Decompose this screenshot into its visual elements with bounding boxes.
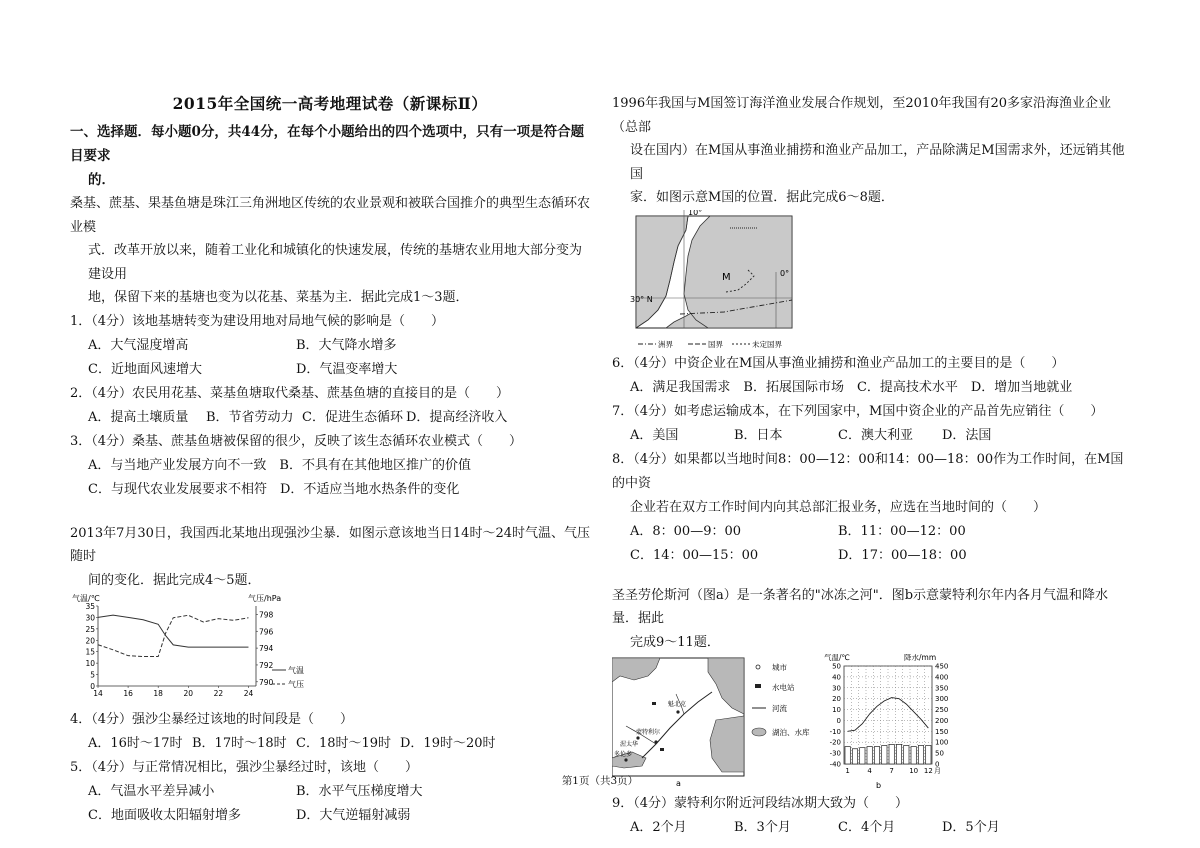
precip-bar (926, 745, 931, 764)
question-8-stem-cont: 企业若在双方工作时间内向其总部汇报业务，应选在当地时间的（ ） (630, 499, 1047, 515)
x-tick-label: 18 (153, 689, 163, 698)
latitude-label: 30° N (630, 294, 653, 304)
option-d[interactable]: D．19时～20时 (400, 736, 496, 751)
zero-meridian-label: 0° (780, 268, 790, 278)
chart-series (98, 615, 248, 656)
climate-x-tick: 1 (845, 767, 850, 775)
climate-right-tick: 200 (935, 716, 949, 725)
passage-3-line-3: 家．如图示意M国的位置．据此完成6～8题． (630, 190, 894, 205)
option-a[interactable]: A．2个月 (630, 820, 687, 835)
precip-bar (860, 748, 865, 764)
option-a[interactable]: A．美国 (630, 427, 679, 443)
right-tick-label: 792 (259, 660, 274, 670)
precip-bar (889, 744, 894, 764)
legend-hydro-label: 水电站 (772, 683, 795, 692)
left-column (70, 92, 590, 828)
precip-bar (918, 745, 923, 764)
option-a[interactable]: A．气温水平差异减小 (88, 784, 215, 799)
option-b[interactable]: B．17时～18时 (192, 736, 287, 751)
left-tick-label: 20 (85, 636, 95, 646)
option-a[interactable]: A．8：00—9：00 (630, 523, 742, 539)
option-b[interactable]: B．3个月 (734, 820, 791, 835)
climate-left-axis-title: 气温/℃ (824, 654, 850, 662)
passage-1-line-2: 式．改革开放以来，随着工业化和城镇化的快速发展，传统的基塘农业用地大部分变为建设用 (88, 243, 583, 282)
question-1-stem: 1．（4分）该地基塘转变为建设用地对局地气候的影响是（ ） (70, 313, 445, 329)
x-tick-labels (93, 686, 253, 698)
legend-river-label: 河流 (772, 704, 787, 713)
option-d[interactable]: D．气温变率增大 (296, 361, 398, 377)
right-tick-label: 794 (259, 644, 274, 654)
climate-right-axis-title: 降水/mm (904, 654, 937, 662)
legend-temp-label: 气温 (288, 666, 304, 675)
climate-right-tick: 250 (935, 706, 949, 715)
legend-undetermined-label: 未定国界 (752, 339, 782, 349)
city-montreal-label: 蒙特利尔 (636, 729, 661, 736)
option-d[interactable]: D．大气逆辐射减弱 (296, 808, 411, 823)
precip-bar (882, 745, 887, 764)
option-b[interactable]: B．节省劳动力 (206, 409, 294, 425)
option-c[interactable]: C．4个月 (838, 820, 896, 835)
left-tick-label: 35 (85, 602, 95, 611)
chart-axes (98, 606, 256, 686)
climate-left-tick: -30 (829, 749, 841, 758)
precip-bar (896, 744, 901, 764)
passage-4-line-2: 完成9～11题． (630, 634, 720, 650)
question-2-stem: 2．（4分）农民用花基、菜基鱼塘取代桑基、蔗基鱼塘的直接目的是（ ） (70, 385, 510, 401)
figures-a-b (612, 654, 1132, 792)
climate-x-tick: 7 (889, 767, 894, 775)
passage-1-line-1: 桑基、蔗基、果基鱼塘是珠江三角洲地区传统的农业景观和被联合国推介的典型生态循环农业模 (70, 196, 591, 235)
legend-pres-label: 气压 (288, 680, 304, 689)
x-tick-label: 20 (183, 689, 194, 698)
question-3-options-line-1[interactable]: A．与当地产业发展方向不一致 B．不具有在其他地区推广的价值 (88, 457, 471, 473)
option-c[interactable]: C．促进生态循环 (302, 409, 403, 425)
map-m-country (630, 210, 1132, 352)
climate-right-tick: 300 (935, 695, 949, 704)
question-3-stem: 3．（4分）桑基、蔗基鱼塘被保留的很少，反映了该生态循环农业模式（ ） (70, 433, 523, 449)
climate-left-tick: -40 (829, 760, 841, 769)
climate-right-tick: 400 (935, 673, 949, 682)
legend-lake-swatch (752, 728, 766, 736)
climate-right-tick: 350 (935, 684, 949, 693)
climate-x-tick: 4 (867, 767, 872, 775)
x-tick-label: 22 (213, 689, 224, 698)
climate-x-tick: 10 (909, 767, 919, 775)
question-9-stem: 9．（4分）蒙特利尔附近河段结冰期大致为（ ） (612, 796, 909, 811)
climate-month-unit: 月 (934, 767, 941, 775)
section-heading: 一、选择题．每小题0分，共44分，在每个小题给出的四个选项中，只有一项是符合题目要求 的． (70, 124, 585, 188)
climate-left-tick: 20 (832, 695, 841, 704)
left-axis-title: 气温/℃ (72, 594, 100, 603)
passage-3-line-2: 设在国内）在M国从事渔业捕捞和渔业产品加工，产品除满足M国需求外，还远销其他国 (630, 143, 1125, 182)
question-5-stem: 5．（4分）与正常情况相比，强沙尘暴经过时，该地（ ） (70, 760, 419, 775)
climate-right-tick: 100 (935, 738, 949, 747)
climate-right-tick: 50 (935, 749, 944, 758)
left-tick-label: 30 (85, 613, 95, 623)
x-tick-label: 16 (123, 689, 133, 698)
city-ottawa (636, 736, 639, 739)
climate-right-ticks (935, 663, 948, 769)
climate-left-tick: 50 (832, 662, 841, 671)
climate-right-tick: 450 (935, 662, 949, 671)
hydro-station-2 (660, 748, 664, 751)
temperature-pressure-chart (70, 592, 590, 708)
hydro-station-1 (652, 702, 656, 705)
city-quebec (676, 710, 679, 713)
legend-border-label: 国界 (708, 339, 723, 349)
city-quebec-label: 魁北克 (668, 701, 687, 708)
option-c[interactable]: C．18时～19时 (296, 736, 392, 751)
option-d[interactable]: D．法国 (942, 427, 992, 443)
city-toronto (624, 758, 627, 761)
precip-bar (852, 749, 857, 764)
question-7-stem: 7．（4分）如考虑运输成本，在下列国家中，M国中资企业的产品首先应销往（ ） (612, 403, 1104, 419)
longitude-label: 10° (688, 209, 703, 217)
figure-b-label: b (876, 781, 882, 790)
right-axis-title: 气压/hPa (248, 594, 282, 603)
right-tick-label: 798 (259, 610, 274, 620)
legend-lake-label: 湖泊、水库 (772, 728, 810, 737)
climate-right-tick: 150 (935, 727, 949, 736)
precip-bar (845, 747, 850, 764)
question-8-stem: 8．（4分）如果都以当地时间8：00—12：00和14：00—18：00作为工作时间，在M国的中资 (612, 451, 1124, 491)
temperature-pressure-svg (70, 592, 310, 708)
question-8-options (612, 520, 1132, 568)
option-a[interactable]: A．大气湿度增高 (88, 337, 189, 353)
right-tick-label: 796 (259, 627, 274, 637)
legend-continent-label: 洲界 (658, 339, 673, 349)
passage-2-line-1: 2013年7月30日，我国西北某地出现强沙尘暴．如图示意该地当日14时～24时气温、气压随时 (70, 525, 590, 564)
city-ottawa-label: 渥太华 (620, 741, 639, 748)
option-c[interactable]: C．近地面风速增大 (88, 361, 202, 377)
option-b[interactable]: B．大气降水增多 (296, 337, 397, 353)
legend-hydro-swatch (755, 684, 761, 688)
x-tick-label: 14 (93, 689, 103, 698)
question-6-options[interactable]: A．满足我国需求 B．拓展国际市场 C．提高技术水平 D．增加当地就业 (630, 379, 1073, 395)
question-3-options-line-2[interactable]: C．与现代农业发展要求不相符 D．不适应当地水热条件的变化 (88, 481, 460, 497)
figure-b-climate-chart (824, 654, 948, 790)
question-7-options (612, 424, 1132, 448)
climate-left-tick: 40 (832, 673, 841, 682)
option-a[interactable]: A．提高土壤质量 (88, 409, 189, 425)
left-tick-label: 15 (85, 647, 95, 657)
option-c[interactable]: C．澳大利亚 (838, 427, 913, 443)
climate-right-tick: 0 (935, 760, 940, 769)
right-tick-labels (256, 610, 274, 686)
figure-a-label: a (676, 779, 681, 788)
x-tick-label: 24 (243, 689, 254, 698)
precip-bar (874, 747, 879, 764)
option-d[interactable]: D．提高经济收入 (406, 409, 508, 425)
question-9-options (612, 816, 1132, 840)
country-m-label: M (722, 271, 731, 283)
left-tick-label: 25 (85, 624, 95, 634)
option-c[interactable]: C．地面吸收太阳辐射增多 (88, 808, 241, 823)
question-6-stem: 6．（4分）中资企业在M国从事渔业捕捞和渔业产品加工的主要目的是（ ） (612, 355, 1065, 371)
precip-bar (911, 747, 916, 764)
climate-left-tick: 30 (832, 684, 841, 693)
city-montreal (654, 740, 657, 743)
passage-3-line-1: 1996年我国与M国签订海洋渔业发展合作规划，至2010年我国有20多家沿海渔业企业（总部 (612, 96, 1112, 135)
page-footer: 第1页（共3页） (561, 775, 639, 787)
exam-title: 2015年全国统一高考地理试卷（新课标Ⅱ） (172, 94, 488, 113)
left-tick-label: 5 (90, 670, 95, 680)
passage-4-line-1: 圣圣劳伦斯河（图a）是一条著名的"冰冻之河"．图b示意蒙特利尔年内各月气温和降水量．据此 (612, 587, 1109, 626)
pressure-line (98, 615, 248, 656)
right-tick-label: 790 (259, 677, 274, 687)
left-tick-label: 10 (85, 659, 95, 669)
left-tick-labels (85, 602, 98, 691)
passage-2-line-2: 间的变化．据此完成4～5题． (88, 572, 261, 588)
climate-x-tick: 12 (923, 767, 933, 775)
option-c[interactable]: C．14：00—15：00 (630, 547, 759, 563)
question-2-options (70, 406, 590, 430)
question-4-stem: 4．（4分）强沙尘暴经过该地的时间段是（ ） (70, 712, 354, 727)
option-a[interactable]: A．16时～17时 (88, 736, 183, 751)
precip-bar (904, 745, 909, 764)
option-d[interactable]: D．5个月 (942, 820, 1000, 835)
climate-left-tick: 0 (836, 716, 841, 725)
figures-a-b-svg (612, 654, 1132, 792)
passage-1-line-3: 地，保留下来的基塘也变为以花基、菜基为主．据此完成1～3题． (88, 290, 469, 305)
legend-city-swatch (756, 665, 760, 669)
figure-a-map (612, 658, 810, 788)
precip-bar (867, 747, 872, 764)
right-column (612, 92, 1132, 840)
option-d[interactable]: D．17：00—18：00 (838, 547, 967, 563)
climate-left-tick: -20 (829, 738, 841, 747)
map-m-svg (630, 210, 810, 352)
climate-left-tick: -10 (829, 727, 841, 736)
option-b[interactable]: B．水平气压梯度增大 (296, 784, 423, 799)
climate-left-tick: 10 (832, 706, 841, 715)
question-4-options (70, 732, 590, 756)
city-toronto-label: 多伦多 (614, 751, 633, 758)
option-b[interactable]: B．日本 (734, 427, 783, 443)
left-tick-label: 0 (90, 682, 95, 691)
legend-city-label: 城市 (772, 663, 787, 672)
question-1-options (70, 334, 590, 382)
option-b[interactable]: B．11：00—12：00 (838, 523, 966, 539)
